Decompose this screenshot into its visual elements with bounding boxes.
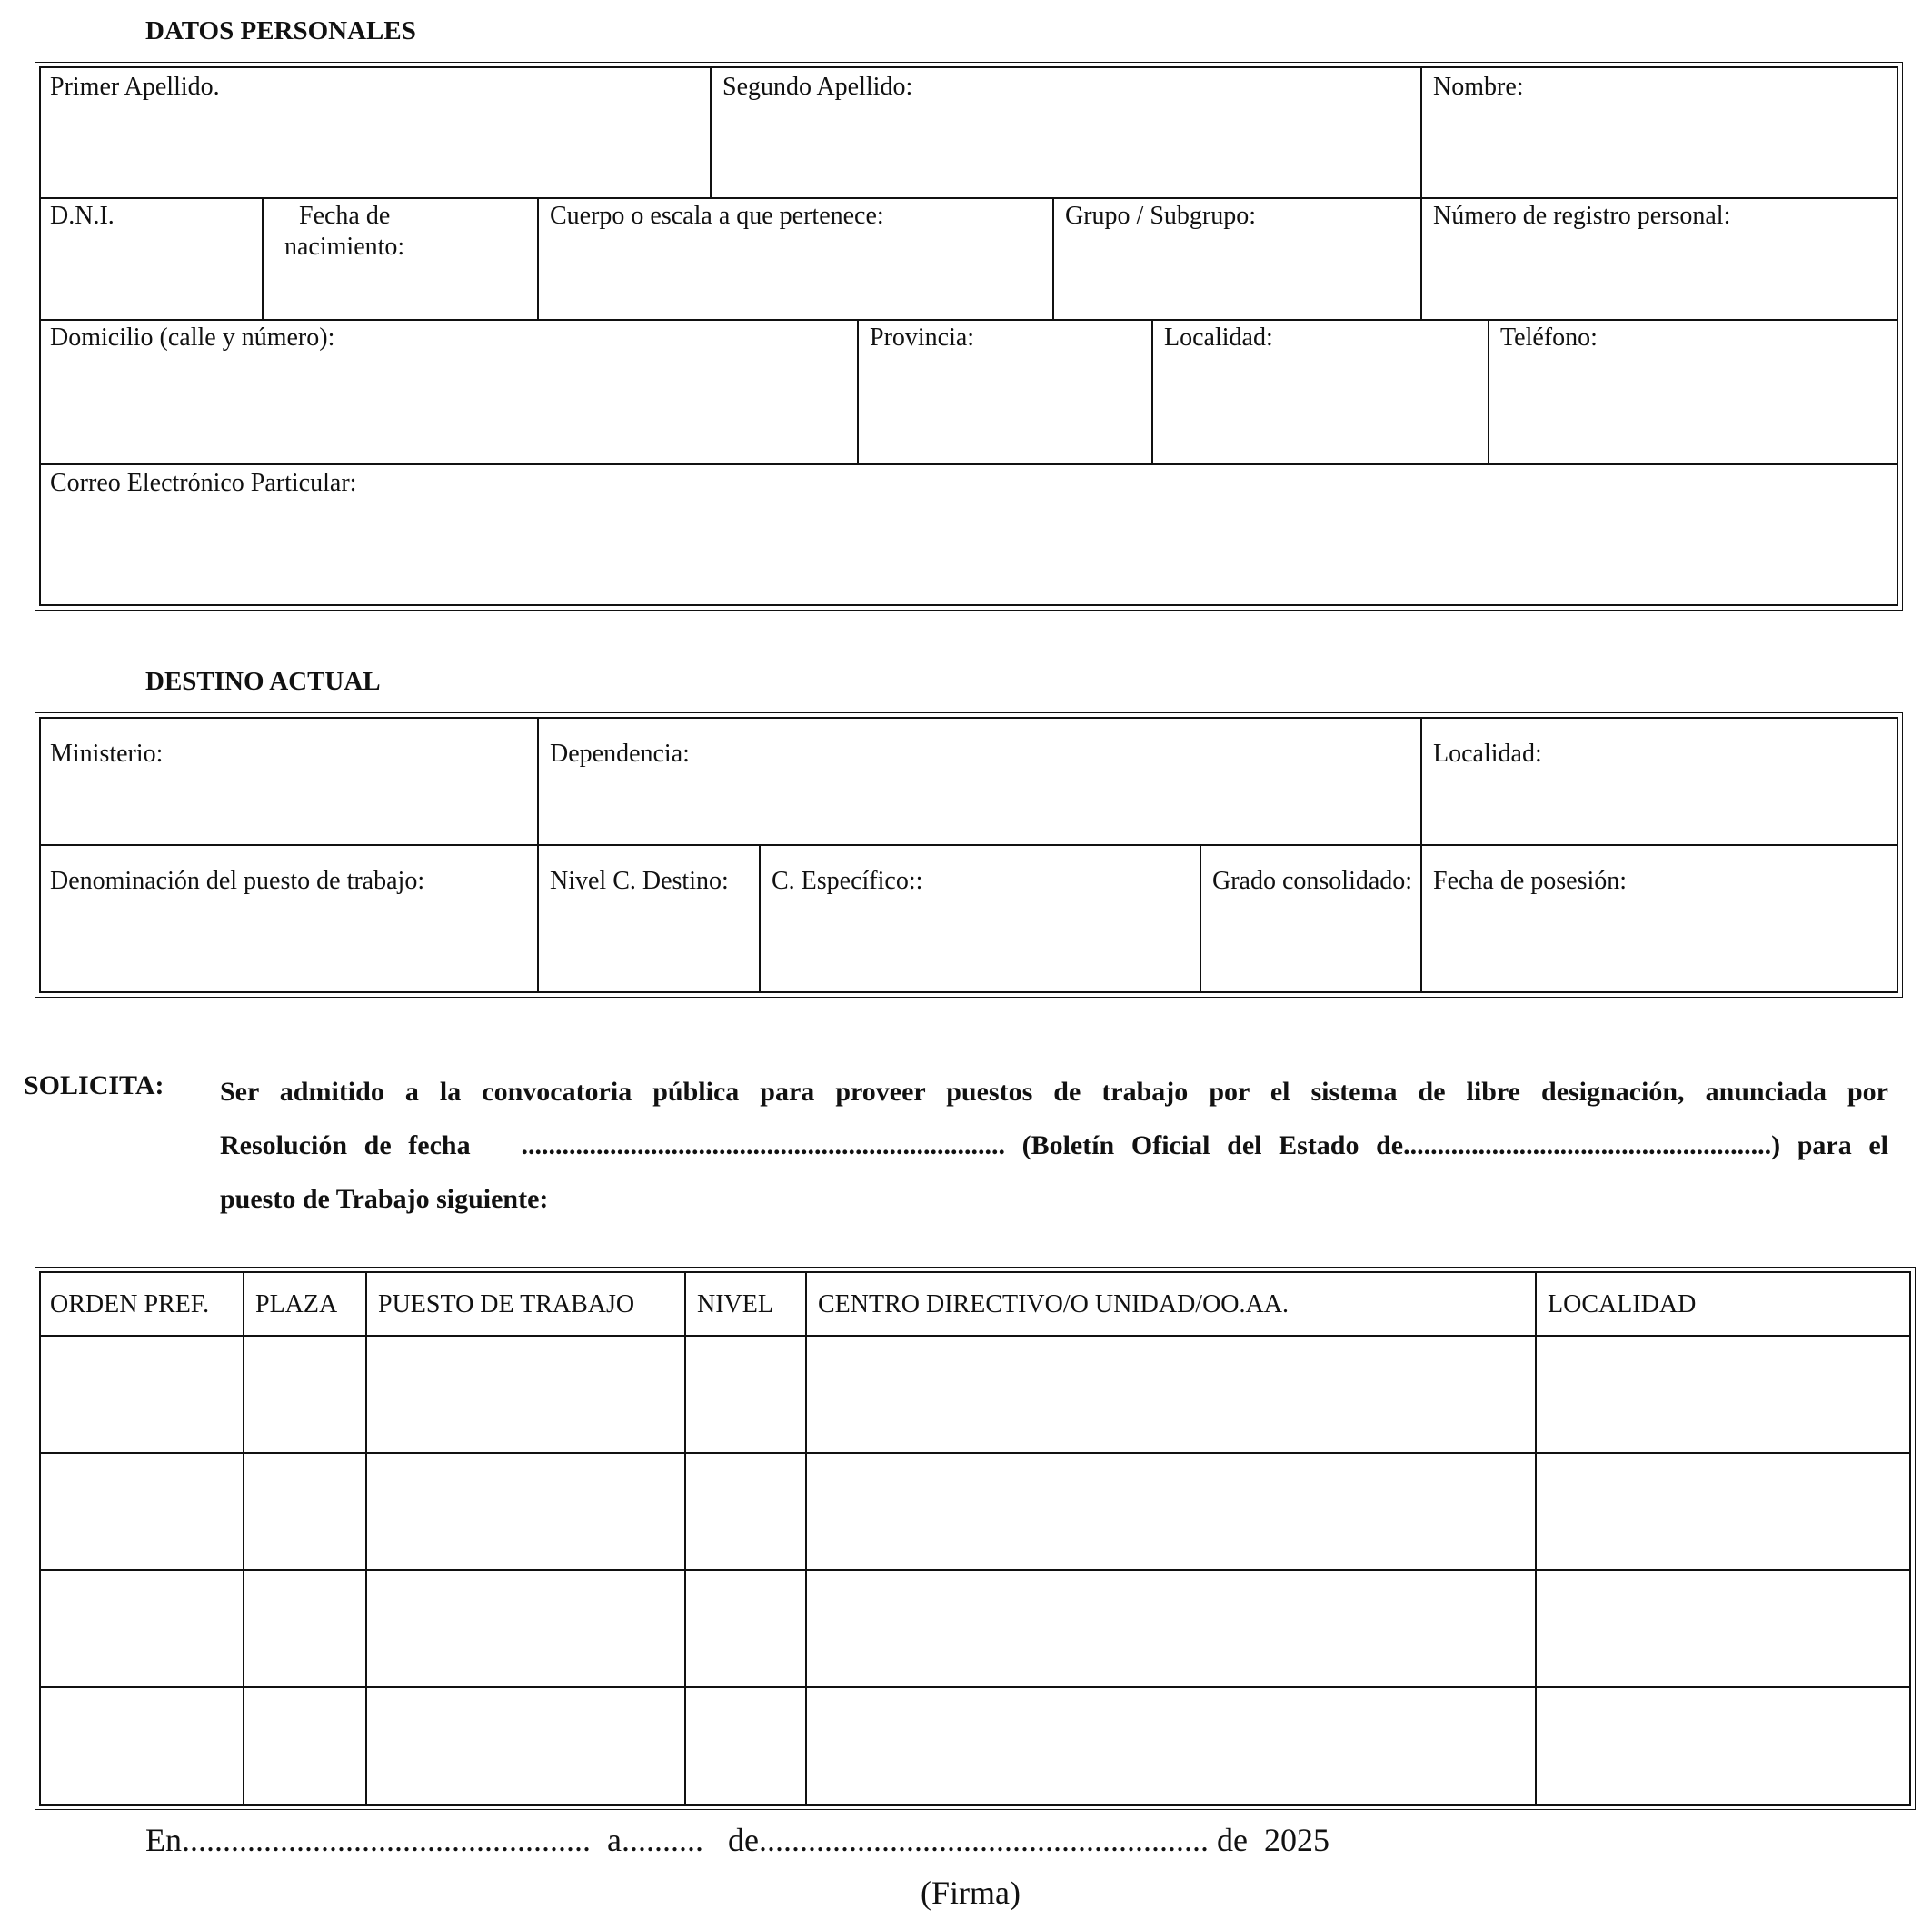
col-divider [805, 1271, 807, 1806]
field-nivel-c-destino[interactable]: Nivel C. Destino: [550, 867, 729, 895]
col-divider [537, 197, 539, 319]
signature-place-date [145, 1821, 1329, 1859]
col-divider [710, 66, 712, 197]
field-primer-apellido[interactable]: Primer Apellido. [50, 73, 220, 101]
field-grupo-subgrupo[interactable]: Grupo / Subgrupo: [1065, 202, 1256, 230]
col-divider [537, 844, 539, 993]
field-denominacion-puesto[interactable]: Denominación del puesto de trabajo: [50, 867, 425, 895]
sig-de: de [727, 1822, 759, 1858]
col-divider [759, 844, 761, 993]
col-divider [1420, 717, 1422, 844]
col-divider [1200, 844, 1201, 993]
sig-a: a [607, 1822, 622, 1858]
field-fecha-posesion[interactable]: Fecha de posesión: [1433, 867, 1628, 895]
field-fecha-nacimiento[interactable] [284, 201, 404, 263]
sig-day-blank[interactable]: .......... [621, 1822, 703, 1858]
solicita-text [220, 1065, 1888, 1226]
col-divider [537, 717, 539, 844]
col-divider [1052, 197, 1054, 319]
field-nombre[interactable]: Nombre: [1433, 73, 1524, 101]
sig-en: En [145, 1822, 182, 1858]
col-divider [1535, 1271, 1537, 1806]
section-title-datos-personales: DATOS PERSONALES [145, 16, 416, 45]
sig-month-blank[interactable]: ....................................................... [758, 1822, 1209, 1858]
field-ministerio[interactable]: Ministerio: [50, 740, 164, 768]
sig-year: de 2025 [1216, 1822, 1329, 1858]
row-divider [39, 1686, 1911, 1688]
col-divider [1420, 197, 1422, 319]
field-provincia[interactable]: Provincia: [870, 323, 975, 352]
field-dependencia[interactable]: Dependencia: [550, 740, 690, 768]
col-divider [857, 319, 859, 463]
sig-place-blank[interactable]: .................................................. [182, 1822, 591, 1858]
solicita-line-3: puesto de Trabajo siguiente: [220, 1184, 549, 1214]
header-orden-pref: ORDEN PREF. [50, 1290, 210, 1318]
field-segundo-apellido[interactable]: Segundo Apellido: [722, 73, 913, 101]
row-divider [39, 1452, 1911, 1454]
destino-actual-inner-border [39, 717, 1898, 993]
section-title-destino-actual: DESTINO ACTUAL [145, 667, 381, 696]
field-telefono[interactable]: Teléfono: [1500, 323, 1598, 352]
row-divider [39, 463, 1898, 465]
col-divider [1151, 319, 1153, 463]
col-divider [365, 1271, 367, 1806]
field-grado-consolidado[interactable]: Grado consolidado: [1212, 867, 1413, 895]
row-divider [39, 1569, 1911, 1571]
col-divider [1420, 66, 1422, 197]
solicita-line-2: Resolución de fecha ....................................................................... (Boletín Oficial del Estado de......................................................) para el [220, 1130, 1888, 1160]
solicita-label: SOLICITA: [24, 1070, 164, 1100]
col-divider [243, 1271, 244, 1806]
signature-firma: (Firma) [921, 1875, 1021, 1911]
header-centro-directivo: CENTRO DIRECTIVO/O UNIDAD/OO.AA. [818, 1290, 1289, 1318]
header-puesto-trabajo: PUESTO DE TRABAJO [378, 1290, 635, 1318]
header-nivel: NIVEL [697, 1290, 773, 1318]
field-localidad-destino[interactable]: Localidad: [1433, 740, 1542, 768]
row-divider [39, 197, 1898, 199]
field-localidad[interactable]: Localidad: [1164, 323, 1273, 352]
field-domicilio[interactable]: Domicilio (calle y número): [50, 323, 335, 352]
destino-actual-table [35, 712, 1903, 998]
field-c-especifico[interactable]: C. Específico:: [772, 867, 923, 895]
header-localidad: LOCALIDAD [1548, 1290, 1697, 1318]
field-fecha-nacimiento-line2: nacimiento: [284, 233, 405, 261]
field-fecha-nacimiento-line1: Fecha de [299, 202, 391, 230]
field-cuerpo-escala[interactable]: Cuerpo o escala a que pertenece: [550, 202, 884, 230]
col-divider [684, 1271, 686, 1806]
row-divider [39, 844, 1898, 846]
field-correo-electronico[interactable]: Correo Electrónico Particular: [50, 469, 357, 497]
puestos-table [35, 1267, 1916, 1810]
header-divider [39, 1335, 1911, 1337]
col-divider [1420, 844, 1422, 993]
datos-personales-table [35, 62, 1903, 611]
row-divider [39, 319, 1898, 321]
header-plaza: PLAZA [255, 1290, 338, 1318]
field-numero-registro[interactable]: Número de registro personal: [1433, 202, 1731, 230]
col-divider [262, 197, 264, 319]
col-divider [1488, 319, 1489, 463]
solicita-line-1: Ser admitido a la convocatoria pública para proveer puestos de trabajo por el sistema de libre designación, anunciada por [220, 1077, 1888, 1107]
field-dni[interactable]: D.N.I. [50, 202, 115, 230]
puestos-table-inner-border [39, 1271, 1911, 1806]
